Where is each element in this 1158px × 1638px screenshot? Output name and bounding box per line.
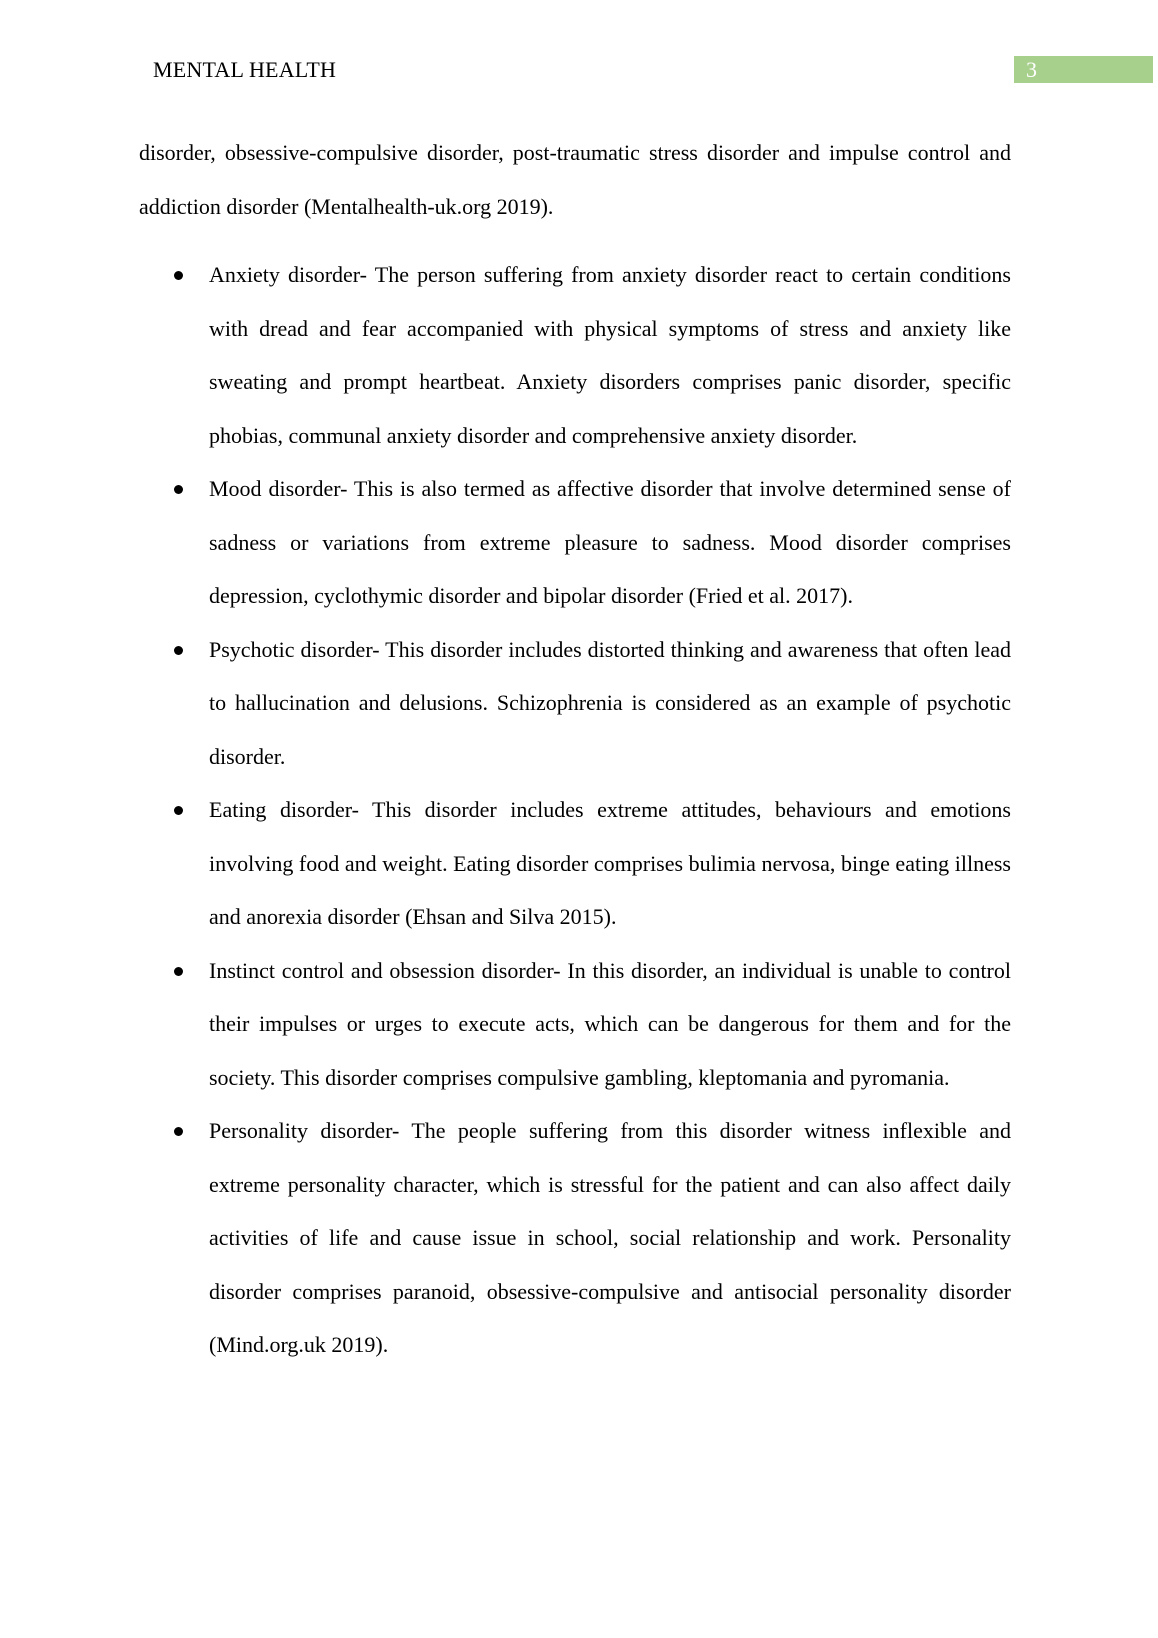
- list-item-eating-disorder: [139, 783, 1011, 944]
- list-item-text: Mood disorder- This is also termed as affective disorder that involve determined sense of sadness or variations from extreme pleasure to sadness. Mood disorder comprises depression, cyclothymic disorder and bipolar disorder (Fried et al. 2017).: [209, 476, 1011, 608]
- list-item-text: Psychotic disorder- This disorder includes distorted thinking and awareness that often lead to hallucination and delusions. Schizophrenia is considered as an example of psychotic disorder.: [209, 636, 1011, 769]
- page-number: 3: [1026, 57, 1037, 82]
- list-item-anxiety-disorder: [139, 248, 1011, 462]
- list-item-psychotic-disorder: [139, 623, 1011, 784]
- disorder-list: [139, 248, 1011, 1372]
- bullet-icon: [174, 1127, 183, 1136]
- page-number-badge: [1014, 56, 1153, 83]
- intro-paragraph: disorder, obsessive-compulsive disorder, post-traumatic stress disorder and impulse control and addiction disorder (Mentalhealth-uk.org 2019).: [139, 140, 1011, 219]
- list-item-instinct-control-disorder: [139, 944, 1011, 1105]
- bullet-icon: [174, 806, 183, 815]
- list-item-text: Eating disorder- This disorder includes extreme attitudes, behaviours and emotions involving food and weight. Eating disorder comprises bulimia nervosa, binge eating illness and anorexia disorder (Ehsan and Silva 2015).: [209, 797, 1011, 929]
- list-item-text: Instinct control and obsession disorder- In this disorder, an individual is unable to control their impulses or urges to execute acts, which can be dangerous for them and for the society. This disorder comprises compulsive gambling, kleptomania and pyromania.: [209, 957, 1011, 1090]
- running-head: MENTAL HEALTH: [153, 57, 337, 82]
- list-item-personality-disorder: [139, 1104, 1011, 1372]
- bullet-icon: [174, 485, 183, 494]
- bullet-icon: [174, 271, 183, 280]
- list-item-text: Personality disorder- The people suffering from this disorder witness inflexible and extreme personality character, which is stressful for the patient and can also affect daily activities of life and cause issue in school, social relationship and work. Personality disorder comprises paranoid, obsessive-compulsive and antisocial personality disorder (Mind.org.uk 2019).: [209, 1118, 1011, 1357]
- body-text: [139, 126, 1011, 1372]
- list-item-text: Anxiety disorder- The person suffering from anxiety disorder react to certain conditions with dread and fear accompanied with physical symptoms of stress and anxiety like sweating and prompt heartbeat. Anxiety disorders comprises panic disorder, specific phobias, communal anxiety disorder and comprehensive anxiety disorder.: [209, 262, 1011, 448]
- bullet-icon: [174, 967, 183, 976]
- bullet-icon: [174, 646, 183, 655]
- list-item-mood-disorder: [139, 462, 1011, 623]
